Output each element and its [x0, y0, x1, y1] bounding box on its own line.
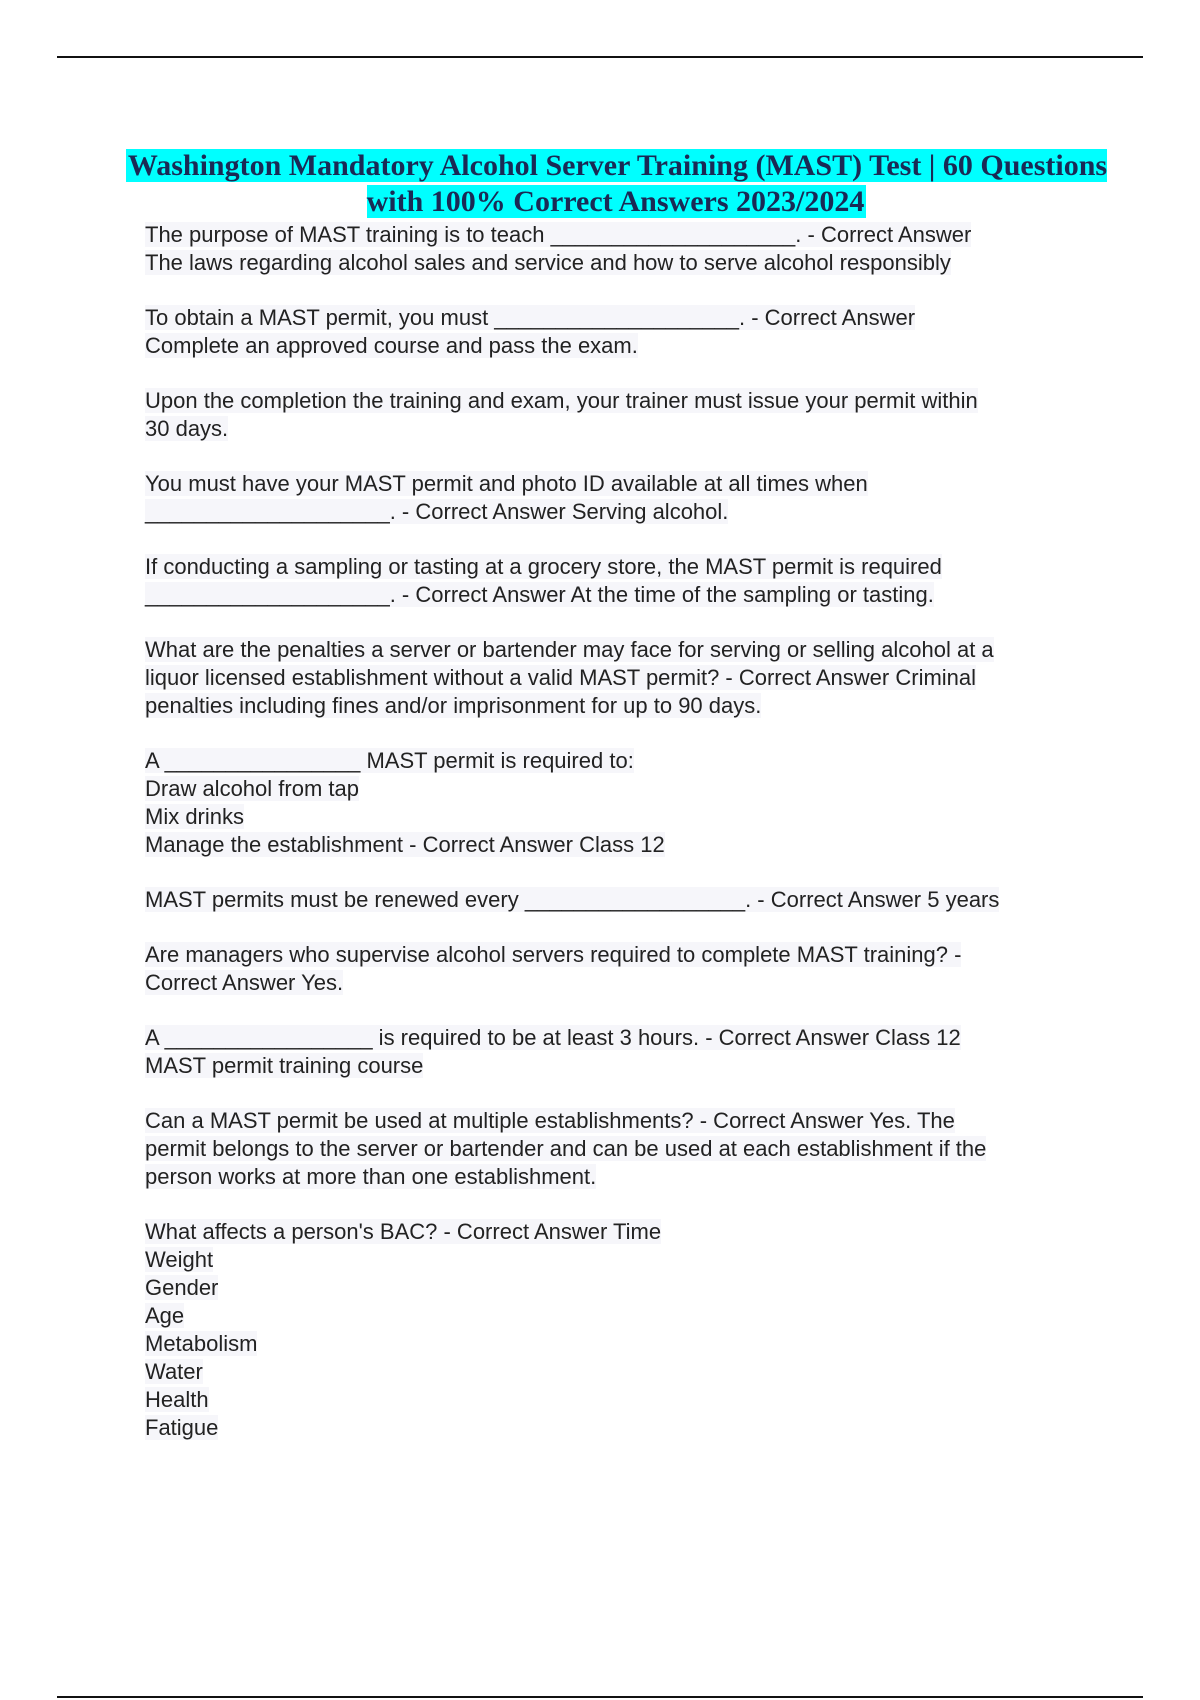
qa-item	[145, 1024, 1105, 1080]
qa-line-text: Health	[145, 1387, 209, 1412]
qa-line	[145, 304, 1105, 332]
qa-line	[145, 1246, 1105, 1274]
qa-line	[145, 692, 1105, 720]
qa-line	[145, 1414, 1105, 1442]
qa-line-text: ____________________. - Correct Answer Serving alcohol.	[145, 499, 729, 524]
qa-item	[145, 636, 1105, 720]
qa-line-text: If conducting a sampling or tasting at a grocery store, the MAST permit is required	[145, 554, 942, 579]
qa-line	[145, 664, 1105, 692]
qa-line-text: Manage the establishment - Correct Answer Class 12	[145, 832, 665, 857]
qa-item	[145, 221, 1105, 277]
qa-line	[145, 1135, 1105, 1163]
qa-line	[145, 941, 1105, 969]
qa-line	[145, 886, 1105, 914]
qa-line-text: Draw alcohol from tap	[145, 776, 359, 801]
qa-line	[145, 387, 1105, 415]
qa-line	[145, 1218, 1105, 1246]
qa-line-text: MAST permits must be renewed every __________________. - Correct Answer 5 years	[145, 887, 1000, 912]
qa-item	[145, 1107, 1105, 1191]
qa-line	[145, 415, 1105, 443]
qa-line-text: MAST permit training course	[145, 1053, 424, 1078]
qa-line-text: Weight	[145, 1247, 214, 1272]
qa-item	[145, 304, 1105, 360]
qa-line	[145, 1052, 1105, 1080]
qa-line-text: What are the penalties a server or bartender may face for serving or selling alcohol at a	[145, 637, 994, 662]
qa-line	[145, 470, 1105, 498]
qa-line	[145, 1024, 1105, 1052]
qa-item	[145, 553, 1105, 609]
qa-item	[145, 941, 1105, 997]
qa-line	[145, 831, 1105, 859]
qa-item	[145, 470, 1105, 526]
qa-line-text: To obtain a MAST permit, you must ____________________. - Correct Answer	[145, 305, 916, 330]
qa-line	[145, 803, 1105, 831]
qa-line	[145, 1302, 1105, 1330]
qa-line	[145, 1274, 1105, 1302]
qa-line	[145, 221, 1105, 249]
qa-line	[145, 747, 1105, 775]
qa-line-text: You must have your MAST permit and photo ID available at all times when	[145, 471, 868, 496]
qa-item	[145, 886, 1105, 914]
qa-line	[145, 1107, 1105, 1135]
bottom-rule	[57, 1696, 1143, 1698]
qa-line-text: The purpose of MAST training is to teach ____________________. - Correct Answer	[145, 222, 972, 247]
qa-line	[145, 1358, 1105, 1386]
qa-line-text: Upon the completion the training and exam, your trainer must issue your permit within	[145, 388, 978, 413]
qa-line-text: What affects a person's BAC? - Correct Answer Time	[145, 1219, 662, 1244]
qa-line-text: A ________________ MAST permit is required to:	[145, 748, 634, 773]
qa-line	[145, 1386, 1105, 1414]
qa-line-text: Mix drinks	[145, 804, 245, 829]
qa-line-text: A _________________ is required to be at least 3 hours. - Correct Answer Class 12	[145, 1025, 961, 1050]
qa-line-text: penalties including fines and/or imprisonment for up to 90 days.	[145, 693, 762, 718]
qa-line-text: person works at more than one establishment.	[145, 1164, 597, 1189]
qa-line-text: Are managers who supervise alcohol servers required to complete MAST training? -	[145, 942, 962, 967]
qa-line-text: Correct Answer Yes.	[145, 970, 344, 995]
document-title-text: Washington Mandatory Alcohol Server Training (MAST) Test | 60 Questions with 100% Correct Answers 2023/2024	[127, 149, 1108, 218]
qa-line-text: Fatigue	[145, 1415, 219, 1440]
qa-line	[145, 249, 1105, 277]
qa-line-text: Metabolism	[145, 1331, 258, 1356]
qa-line	[145, 553, 1105, 581]
qa-line	[145, 775, 1105, 803]
qa-line	[145, 1330, 1105, 1358]
document-title	[120, 148, 1113, 220]
qa-line-text: Age	[145, 1303, 185, 1328]
qa-line	[145, 498, 1105, 526]
qa-item	[145, 747, 1105, 859]
qa-line-text: permit belongs to the server or bartender and can be used at each establishment if the	[145, 1136, 987, 1161]
qa-line	[145, 636, 1105, 664]
qa-line-text: Can a MAST permit be used at multiple establishments? - Correct Answer Yes. The	[145, 1108, 955, 1133]
qa-line	[145, 581, 1105, 609]
qa-line-text: liquor licensed establishment without a valid MAST permit? - Correct Answer Criminal	[145, 665, 977, 690]
top-rule	[57, 56, 1143, 58]
qa-line-text: Water	[145, 1359, 203, 1384]
qa-line-text: Complete an approved course and pass the exam.	[145, 333, 638, 358]
qa-line-text: The laws regarding alcohol sales and service and how to serve alcohol responsibly	[145, 250, 951, 275]
qa-item	[145, 387, 1105, 443]
qa-item	[145, 1218, 1105, 1442]
qa-line-text: ____________________. - Correct Answer At the time of the sampling or tasting.	[145, 582, 934, 607]
qa-line-text: Gender	[145, 1275, 219, 1300]
qa-line	[145, 332, 1105, 360]
qa-line-text: 30 days.	[145, 416, 229, 441]
qa-line	[145, 1163, 1105, 1191]
qa-line	[145, 969, 1105, 997]
qa-list	[145, 221, 1105, 1469]
